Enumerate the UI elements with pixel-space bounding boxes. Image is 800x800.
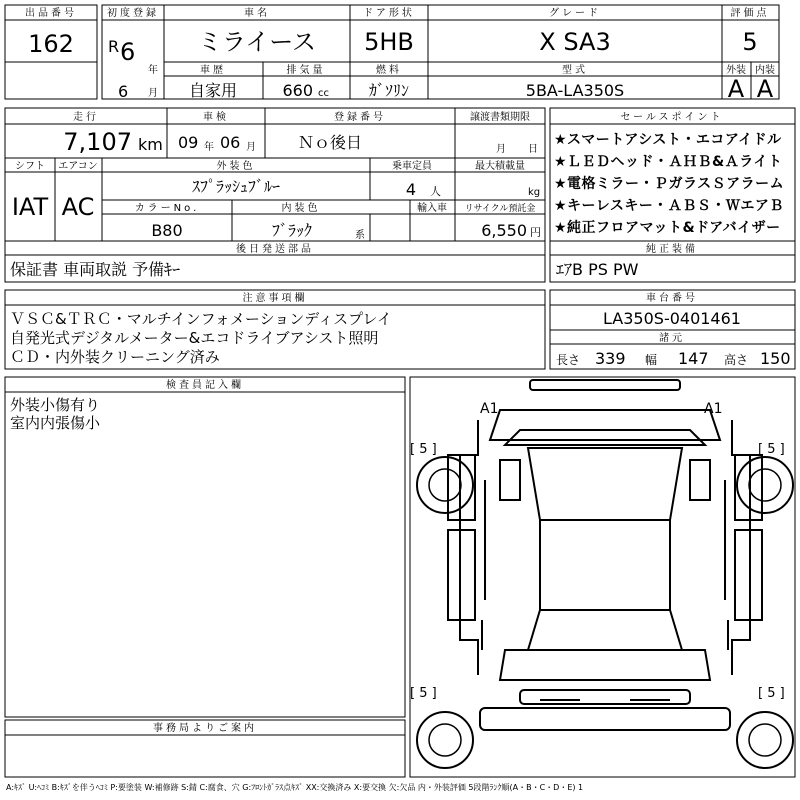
transfer-day-unit: 日 bbox=[528, 144, 538, 155]
capacity-unit: 人 bbox=[430, 185, 441, 198]
mileage-label: 走行 bbox=[73, 112, 99, 123]
grade: X SA3 bbox=[539, 28, 611, 56]
sales-point: ★ＬＥＤヘッド・ＡＨＢ&Ａライト bbox=[554, 154, 783, 170]
first-reg-era: R bbox=[108, 37, 120, 56]
right-mirror bbox=[690, 460, 710, 500]
later-parts: 保証書 車両取説 予備ｷｰ bbox=[10, 260, 181, 279]
history-label: 車歴 bbox=[200, 65, 226, 76]
history: 自家用 bbox=[188, 81, 238, 100]
lot-number: 162 bbox=[28, 30, 74, 58]
first-reg-month: 6 bbox=[118, 82, 129, 101]
inspection-year-unit: 年 bbox=[204, 142, 214, 153]
rear-plate bbox=[480, 708, 730, 730]
exterior-label: 外装 bbox=[726, 65, 746, 76]
sales-point: ★キーレスキー・ＡＢＳ・ＷエアＢ bbox=[554, 198, 784, 214]
color-no: B80 bbox=[151, 221, 183, 240]
height-label: 高さ bbox=[724, 353, 749, 367]
door-label: ドア形状 bbox=[363, 8, 415, 19]
right-rear-door bbox=[735, 530, 762, 620]
front-window-frame bbox=[505, 430, 705, 445]
fuel: ｶﾞｿﾘﾝ bbox=[368, 81, 410, 100]
car-diagram-box bbox=[410, 377, 795, 777]
width-label: 幅 bbox=[645, 353, 658, 367]
capacity-label: 乗車定員 bbox=[392, 161, 432, 172]
inspector-label: 検査員記入欄 bbox=[166, 380, 244, 391]
inspector-line: 室内内張傷小 bbox=[10, 414, 101, 432]
sales-point: ★純正フロアマット&ドアバイザー bbox=[554, 220, 781, 236]
recycle-label: リサイクル預託金 bbox=[464, 204, 536, 214]
inspection-label: 車検 bbox=[203, 112, 229, 123]
hood-outline bbox=[490, 410, 720, 440]
interior-label: 内装 bbox=[755, 65, 775, 76]
inspection-month: 06 bbox=[220, 133, 241, 152]
tire-rear-right bbox=[737, 712, 793, 768]
exterior-score: A bbox=[727, 75, 745, 103]
inspection-month-unit: 月 bbox=[246, 142, 256, 153]
length-label: 長さ bbox=[556, 353, 581, 367]
shift-label: シフト bbox=[15, 161, 45, 172]
fuel-label: 燃料 bbox=[376, 65, 402, 76]
mileage: 7,107 bbox=[63, 128, 132, 156]
first-reg-month-unit: 月 bbox=[148, 88, 158, 99]
width: 147 bbox=[678, 349, 709, 368]
model: 5BA-LA350S bbox=[525, 81, 625, 100]
chassis-label: 車台番号 bbox=[646, 293, 698, 304]
inspection-year: 09 bbox=[178, 133, 199, 152]
tire-front-left bbox=[417, 457, 473, 513]
tire-score-rear-right: [ 5 ] bbox=[758, 686, 785, 701]
cautions-label: 注意事項欄 bbox=[242, 293, 308, 304]
tire-score-rear-left: [ 5 ] bbox=[410, 686, 437, 701]
office-label: 事務局よりご案内 bbox=[153, 723, 257, 734]
ext-color-label: 外装色 bbox=[216, 161, 256, 172]
later-parts-label: 後日発送部品 bbox=[236, 244, 314, 255]
door-type: 5HB bbox=[364, 28, 414, 56]
rear-window bbox=[528, 610, 682, 650]
max-load-label: 最大積載量 bbox=[475, 161, 525, 172]
chassis-number: LA350S-0401461 bbox=[603, 309, 741, 328]
damage-legend: A:ｷｽﾞ U:ﾍｺﾐ B:ｷｽﾞを伴うﾍｺﾐ P:要塗装 W:補修跡 S:錆 C:腐食、穴 G:ﾌﾛﾝﾄｶﾞﾗｽ点ｷｽﾞ XX:交換済み X:要交換 欠:欠品 内・外装評価 5段階ﾗﾝｸ順(A・B・C・D・E) 1 bbox=[6, 783, 584, 792]
tire-rear-left bbox=[417, 712, 473, 768]
aircon: AC bbox=[61, 193, 95, 221]
damage-mark: A1 bbox=[704, 401, 723, 417]
import-label: 輸入車 bbox=[417, 203, 447, 214]
roof bbox=[540, 520, 670, 610]
int-color-unit: 系 bbox=[355, 230, 365, 241]
capacity: 4 bbox=[405, 180, 416, 199]
tire-score-front-left: [ 5 ] bbox=[410, 442, 437, 457]
max-load-unit: kg bbox=[528, 187, 541, 198]
recycle-unit: 円 bbox=[530, 226, 541, 239]
mileage-unit: km bbox=[138, 135, 163, 154]
tire-front-right bbox=[737, 457, 793, 513]
front-bumper-top bbox=[530, 380, 680, 390]
left-mirror bbox=[500, 460, 520, 500]
caution-line: ＣＤ・内外装クリーニング済み bbox=[10, 348, 220, 366]
recycle: 6,550 bbox=[481, 221, 527, 240]
length: 339 bbox=[595, 349, 626, 368]
caution-line: 自発光式デジタルメーター&エコドライブアシスト照明 bbox=[10, 329, 379, 347]
ext-color: ｽﾌﾟﾗｯｼｭﾌﾞﾙｰ bbox=[191, 177, 281, 196]
transfer-month-unit: 月 bbox=[496, 144, 506, 155]
specs-label: 諸元 bbox=[659, 333, 685, 344]
int-color: ﾌﾞﾗｯｸ bbox=[271, 221, 313, 240]
rear-bumper bbox=[520, 690, 690, 704]
first-reg-year-unit: 年 bbox=[148, 65, 158, 76]
car-name-label: 車名 bbox=[244, 8, 270, 19]
windshield bbox=[528, 448, 682, 520]
left-rear-door bbox=[448, 530, 475, 620]
displacement: 660 bbox=[282, 81, 313, 100]
registration: Ｎｏ後日 bbox=[297, 133, 363, 152]
score: 5 bbox=[742, 28, 758, 56]
inspector-line: 外装小傷有り bbox=[10, 396, 101, 414]
tire-score-front-right: [ 5 ] bbox=[758, 442, 785, 457]
model-label: 型式 bbox=[562, 65, 588, 76]
trunk bbox=[500, 650, 710, 680]
caution-line: ＶＳＣ&ＴＲＣ・マルチインフォメーションディスプレイ bbox=[10, 310, 392, 328]
registration-label: 登録番号 bbox=[334, 112, 386, 123]
aircon-label: エアコン bbox=[58, 161, 98, 172]
first-reg-label: 初度登録 bbox=[107, 8, 159, 19]
car-diagram bbox=[417, 380, 793, 768]
grade-label: グレード bbox=[549, 8, 601, 19]
score-label: 評価点 bbox=[730, 8, 770, 19]
factory-equip: ｴｱB PS PW bbox=[556, 260, 639, 279]
lot-label: 出品番号 bbox=[25, 8, 77, 19]
first-reg-year: 6 bbox=[120, 38, 136, 66]
sales-point: ★スマートアシスト・エコアイドル bbox=[554, 132, 782, 148]
displacement-unit: cc bbox=[318, 88, 329, 99]
factory-equip-label: 純正装備 bbox=[646, 244, 698, 255]
color-no-label: カラーNo. bbox=[134, 203, 200, 214]
interior-score: A bbox=[756, 75, 774, 103]
sales-label: セールスポイント bbox=[620, 112, 724, 123]
transfer-label: 譲渡書類期限 bbox=[470, 112, 530, 123]
displacement-label: 排気量 bbox=[286, 65, 326, 76]
sales-point: ★電格ミラー・ＰガラスＳアラーム bbox=[554, 176, 785, 192]
height: 150 bbox=[760, 349, 791, 368]
damage-mark: A1 bbox=[480, 401, 499, 417]
car-name: ミライース bbox=[197, 28, 317, 56]
shift: IAT bbox=[11, 193, 49, 221]
int-color-label: 内装色 bbox=[281, 203, 321, 214]
